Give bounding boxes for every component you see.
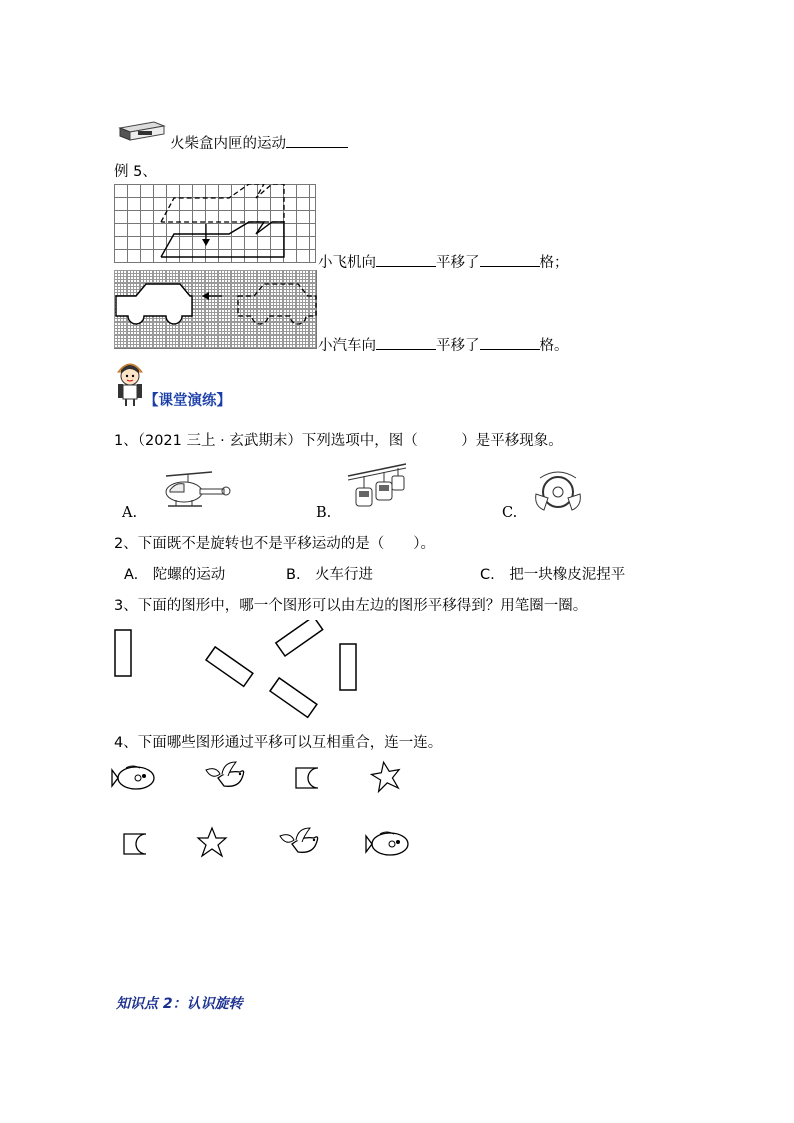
car-question	[318, 334, 569, 355]
q3-option-rectangle	[270, 678, 317, 717]
q4-row-1	[110, 760, 410, 800]
steering-wheel-icon	[532, 470, 584, 518]
matchbox-text: 火柴盒内匣的运动	[170, 136, 286, 152]
star-icon	[198, 828, 226, 856]
q1-option-a[interactable]: A.	[122, 505, 138, 521]
plane-direction-blank[interactable]	[376, 252, 436, 267]
car-figure	[114, 270, 318, 350]
car-suffix: 格。	[539, 338, 569, 354]
q3-rectangles	[110, 620, 370, 730]
q4-row-2	[110, 824, 420, 864]
car-prefix: 小汽车向	[318, 338, 376, 354]
q1-option-c[interactable]: C.	[502, 505, 518, 521]
q3-option-rectangle	[276, 620, 323, 656]
moon-shape	[124, 834, 146, 854]
q2-option-a[interactable]: A. 陀螺的运动	[124, 567, 226, 583]
practice-title: 【课堂演练】	[144, 393, 231, 409]
plane-question	[318, 251, 569, 272]
plane-prefix: 小飞机向	[318, 255, 376, 271]
q3-option-rectangle	[206, 647, 253, 686]
student-mascot-icon	[114, 356, 146, 408]
answer-blank[interactable]	[286, 133, 348, 148]
helicopter-icon	[158, 470, 232, 516]
bird-icon	[206, 762, 244, 786]
car-steps-blank[interactable]	[480, 335, 540, 350]
plane-suffix: 格；	[539, 255, 569, 271]
bird-icon	[280, 828, 318, 852]
plane-steps-blank[interactable]	[480, 252, 540, 267]
moon-shape	[296, 768, 318, 788]
q2-option-b[interactable]: B. 火车行进	[286, 567, 374, 583]
example-label: 例 5、	[114, 164, 157, 180]
q1-text: 1、（2021 三上 · 玄武期末）下列选项中，图（ ）是平移现象。	[114, 433, 563, 449]
fish-icon	[112, 766, 154, 789]
plane-middle: 平移了	[436, 255, 480, 271]
plane-figure	[114, 184, 316, 264]
matchbox-question	[170, 132, 348, 153]
fish-icon	[366, 832, 408, 855]
q3-text: 3、下面的图形中，哪一个图形可以由左边的图形平移得到？用笔圈一圈。	[114, 598, 588, 614]
cable-car-icon	[346, 462, 408, 516]
car-direction-blank[interactable]	[376, 335, 436, 350]
q3-option-rectangle	[340, 644, 356, 690]
q4-text: 4、下面哪些图形通过平移可以互相重合，连一连。	[114, 735, 443, 751]
q2-option-c[interactable]: C. 把一块橡皮泥捏平	[480, 567, 626, 583]
car-middle: 平移了	[436, 338, 480, 354]
knowledge-point-title: 知识点 2：认识旋转	[116, 996, 243, 1012]
star-icon	[370, 760, 402, 792]
matchbox-icon	[118, 118, 166, 142]
q2-text: 2、下面既不是旋转也不是平移运动的是（ ）。	[114, 536, 435, 552]
q1-option-b[interactable]: B.	[316, 505, 332, 521]
q3-source-rectangle	[115, 630, 131, 676]
